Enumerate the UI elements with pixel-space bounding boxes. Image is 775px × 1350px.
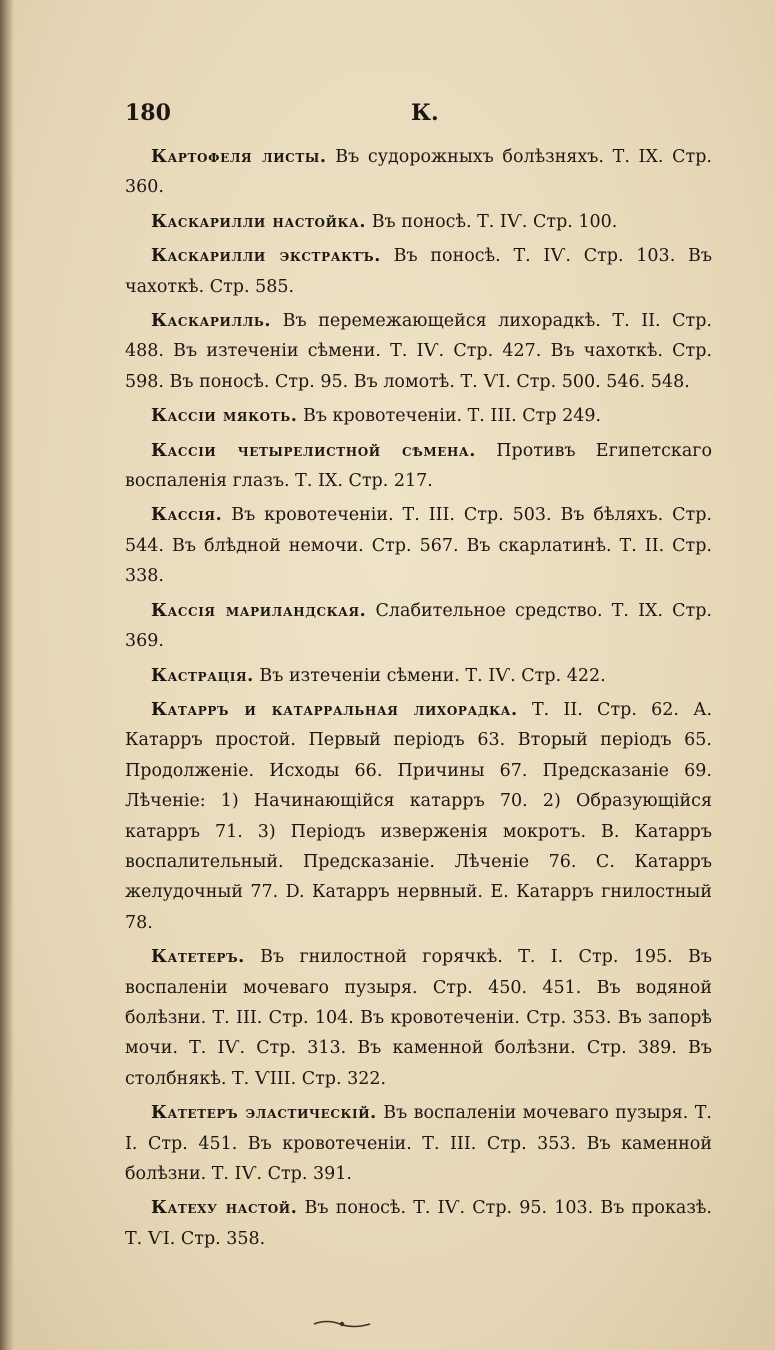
index-entry [125, 942, 712, 1094]
entry-body: Въ кровотеченіи. Т. III. Стр. 503. Въ бѣляхъ. Стр. 544. Въ блѣдной немочи. Стр. 567. Въ скарлатинѣ. Т. II. Стр. 338. [125, 505, 712, 587]
entry-body: Въ поносѣ. Т. IѴ. Стр. 100. [366, 211, 618, 232]
index-entry [125, 500, 712, 591]
running-letter: К. [411, 100, 439, 126]
entry-body: Въ перемежающейся лихорадкѣ. Т. II. Стр. 488. Въ изтеченіи сѣмени. Т. IѴ. Стр. 427. Въ чахоткѣ. Стр. 598. Въ поносѣ. Стр. 95. Въ ломотѣ. Т. ѴI. Стр. 500. 546. 548. [125, 311, 712, 392]
entry-head: Каскарилли экстрактъ. [151, 246, 381, 267]
entry-head: Каскарилль. [151, 311, 272, 332]
entry-head: Каскарилли настойка. [151, 211, 367, 232]
entry-head: Кассія. [151, 505, 223, 526]
index-entry [125, 306, 712, 397]
index-entry [125, 436, 712, 497]
page-number: 180 [125, 100, 171, 126]
entry-body: Въ изтеченіи сѣмени. Т. IѴ. Стр. 422. [253, 665, 606, 686]
entry-body: Въ судорожныхъ болѣзняхъ. Т. IX. Стр. 360. [125, 147, 712, 198]
entry-body: Въ воспаленіи мочеваго пузыря. Т. I. Стр. 451. Въ кровотеченіи. Т. III. Стр. 353. Въ каменной болѣзни. Т. IѴ. Стр. 391. [125, 1103, 712, 1184]
index-entry [125, 1098, 712, 1189]
entry-body: Противъ Египетскаго воспаленія глазъ. Т. IX. Стр. 217. [125, 440, 712, 492]
entry-head: Катеху настой. [151, 1198, 298, 1219]
entry-head: Кастрація. [151, 665, 254, 686]
entry-body: Т. II. Стр. 62. А. Катарръ простой. Первый періодъ 63. Вторый періодъ 65. Продолженіе. Исходы 66. Причины 67. Предсказаніе 69. Лѣченіе: 1) Начинающійся катарръ 70. 2) Образующійся катарръ 71. 3) Періодъ изверженія мокротъ. В. Катарръ воспалительный. Предсказаніе. Лѣченіе 76. С. Катарръ желудочный 77. D. Катарръ нервный. Е. Катарръ гнилостный 78. [125, 699, 713, 933]
index-entry [125, 695, 712, 938]
page-header [125, 100, 715, 136]
entry-head: Кассіи четырелистной сѣмена. [151, 440, 476, 461]
index-entry [125, 142, 712, 203]
entry-head: Катетеръ эластическій. [151, 1103, 377, 1124]
page-spine-shadow [0, 0, 14, 1350]
index-entry [125, 401, 712, 431]
entry-head: Кассіи мякоть. [151, 406, 298, 427]
entry-body: Въ гнилостной горячкѣ. Т. I. Стр. 195. Въ воспаленіи мочеваго пузыря. Стр. 450. 451. Въ водяной болѣзни. Т. III. Стр. 104. Въ кровотеченіи. Стр. 353. Въ запорѣ мочи. Т. IѴ. Стр. 313. Въ каменной болѣзни. Стр. 389. Въ столбнякѣ. Т. ѴIII. Стр. 322. [125, 947, 712, 1089]
entry-body: Въ поносѣ. Т. IѴ. Стр. 103. Въ чахоткѣ. Стр. 585. [125, 246, 712, 297]
index-entry [125, 207, 712, 237]
entry-head: Картофеля листы. [151, 147, 327, 167]
entry-head: Катетеръ. [151, 947, 245, 968]
entry-body: Слабительное средство. Т. IX. Стр. 369. [125, 600, 712, 652]
index-entry [125, 1193, 712, 1254]
entry-body: Въ поносѣ. Т. IѴ. Стр. 95. 103. Въ проказѣ. Т. ѴI. Стр. 358. [125, 1198, 712, 1249]
tailpiece-ornament-icon [312, 1316, 372, 1336]
index-entry [125, 596, 712, 657]
index-entries [125, 142, 712, 1258]
entry-body: Въ кровотеченіи. Т. III. Стр 249. [297, 406, 602, 427]
entry-head: Кассія мариландская. [151, 600, 367, 621]
index-entry [125, 241, 712, 302]
entry-head: Катарръ и катарральная лихорадка. [151, 699, 518, 720]
index-entry [125, 661, 712, 691]
